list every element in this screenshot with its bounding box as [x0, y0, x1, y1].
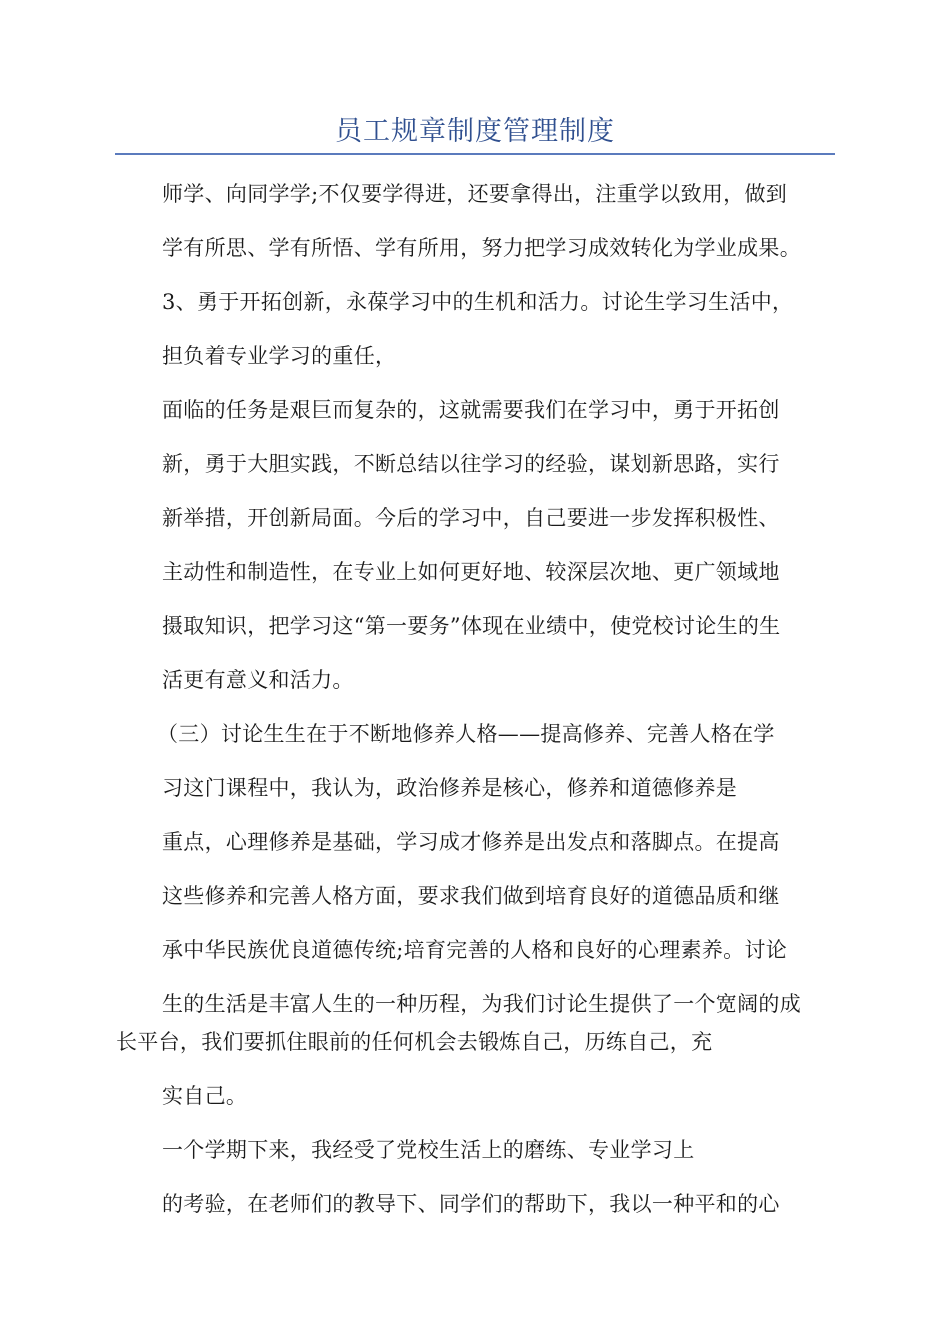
- text-line: 面临的任务是艰巨而复杂的，这就需要我们在学习中，勇于开拓创: [162, 398, 780, 422]
- text-line: 新举措，开创新局面。今后的学习中，自己要进一步发挥积极性、: [162, 506, 780, 530]
- text-line: 活更有意义和活力。: [162, 668, 354, 692]
- text-line: 重点，心理修养是基础，学习成才修养是出发点和落脚点。在提高: [162, 830, 780, 854]
- text-line: 新，勇于大胆实践，不断总结以往学习的经验，谋划新思路，实行: [162, 452, 780, 476]
- text-line: 习这门课程中，我认为，政治修养是核心，修养和道德修养是: [162, 776, 738, 800]
- title-underline: [115, 153, 835, 155]
- text-line: 长平台，我们要抓住眼前的任何机会去锻炼自己，历练自己，充: [116, 1030, 713, 1054]
- text-line: 实自己。: [162, 1084, 248, 1108]
- text-line: （三）讨论生生在于不断地修养人格——提高修养、完善人格在学: [157, 722, 775, 746]
- text-line: 摄取知识，把学习这“第一要务”体现在业绩中，使党校讨论生的生: [162, 614, 781, 638]
- text-line: 这些修养和完善人格方面，要求我们做到培育良好的道德品质和继: [162, 884, 780, 908]
- text-line: 的考验，在老师们的教导下、同学们的帮助下，我以一种平和的心: [162, 1192, 780, 1216]
- text-line: 学有所思、学有所悟、学有所用，努力把学习成效转化为学业成果。: [162, 236, 801, 260]
- text-line: 承中华民族优良道德传统;培育完善的人格和良好的心理素养。讨论: [162, 938, 788, 962]
- text-line: 主动性和制造性，在专业上如何更好地、较深层次地、更广领域地: [162, 560, 780, 584]
- text-line: 3、勇于开拓创新，永葆学习中的生机和活力。讨论生学习生活中，: [162, 290, 794, 314]
- text-line: 生的生活是丰富人生的一种历程，为我们讨论生提供了一个宽阔的成: [162, 992, 801, 1016]
- text-line: 师学、向同学学;不仅要学得进，还要拿得出，注重学以致用，做到: [162, 182, 788, 206]
- text-line: 担负着专业学习的重任，: [162, 344, 397, 368]
- page-title: 员工规章制度管理制度: [335, 116, 615, 147]
- text-line: 一个学期下来，我经受了党校生活上的磨练、专业学习上: [162, 1138, 695, 1162]
